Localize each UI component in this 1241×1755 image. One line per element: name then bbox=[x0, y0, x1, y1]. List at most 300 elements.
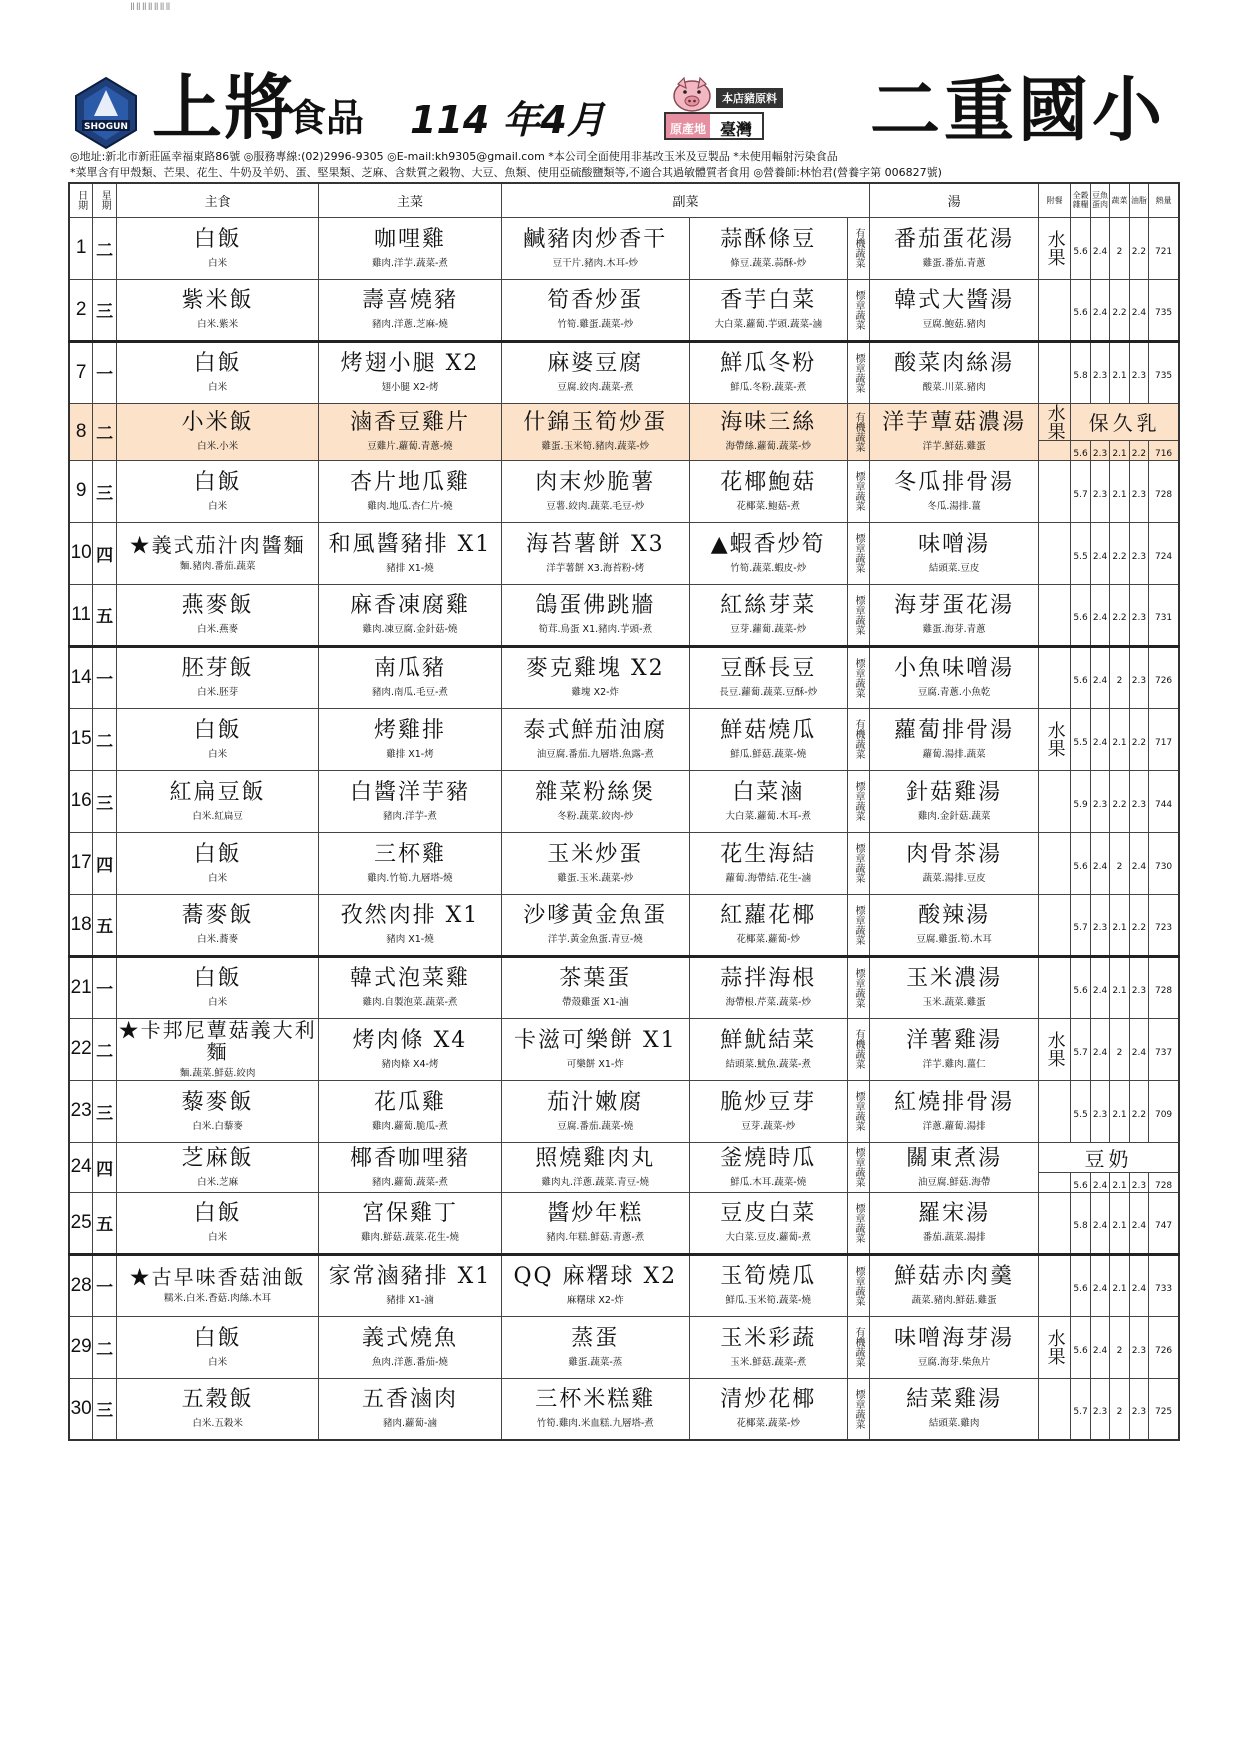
day-number: 25 bbox=[70, 1211, 92, 1233]
side-dish-1-ingredients: 雞蛋.蔬菜-蒸 bbox=[568, 1356, 623, 1368]
day-number: 17 bbox=[70, 852, 92, 873]
nutrition-value: 2.3 bbox=[1131, 676, 1147, 686]
nutrition-value: 2.1 bbox=[1112, 737, 1127, 748]
nutrition-value: 723 bbox=[1154, 923, 1173, 933]
side-dish-1: 筍香炒蛋 bbox=[547, 288, 644, 313]
nutrition-value: 2.2 bbox=[1112, 799, 1127, 810]
nutrition-value: 2.1 bbox=[1112, 489, 1127, 500]
weekday: 四 bbox=[96, 855, 114, 876]
col-kcal: 熱量 bbox=[1149, 183, 1179, 217]
day-number: 2 bbox=[75, 298, 87, 320]
veg-type: 有機蔬菜 bbox=[852, 228, 864, 268]
side-dish-2: 花椰鮑菇 bbox=[720, 469, 817, 495]
soup-ingredients: 豆腐.海芽.柴魚片 bbox=[917, 1356, 991, 1368]
menu-row bbox=[69, 1018, 1179, 1080]
veg-type: 標章蔬菜 bbox=[852, 352, 864, 393]
nutrition-value: 725 bbox=[1154, 1407, 1173, 1418]
main-dish: 白醬洋芋豬 bbox=[349, 779, 470, 805]
main-ingredients: 雞排 X1-烤 bbox=[386, 748, 434, 760]
weekday: 五 bbox=[96, 917, 114, 937]
nutrition-value: 2.4 bbox=[1092, 308, 1108, 318]
side-dish-1: 海苔薯餅 X3 bbox=[525, 531, 665, 557]
veg-type: 標章蔬菜 bbox=[852, 471, 864, 511]
nutrition-value: 5.8 bbox=[1073, 371, 1088, 381]
side-dish-1-ingredients: 竹筍.雞肉.米血糕.九層塔-煮 bbox=[536, 1418, 654, 1430]
menu-row bbox=[69, 1080, 1179, 1142]
nutrition-value: 2 bbox=[1116, 1407, 1123, 1418]
main-dish: 義式燒魚 bbox=[361, 1325, 458, 1351]
soup: 羅宋湯 bbox=[918, 1201, 991, 1226]
nutrition-value: 2.2 bbox=[1112, 613, 1127, 623]
side-dish-1: 蒸蛋 bbox=[571, 1325, 620, 1351]
side-dish-2: 清炒花椰 bbox=[720, 1387, 817, 1413]
nutrition-value: 5.6 bbox=[1073, 308, 1088, 318]
staple-ingredients: 白米 bbox=[208, 257, 228, 269]
nutrition-value: 5.6 bbox=[1073, 986, 1088, 996]
nutrition-value: 735 bbox=[1154, 371, 1173, 381]
nutrition-value: 5.6 bbox=[1073, 613, 1088, 623]
side-dish-2-ingredients: 鮮瓜.玉米筍.蔬菜-燒 bbox=[725, 1295, 811, 1306]
nutrition-value: 747 bbox=[1154, 1221, 1173, 1231]
side-dish-2: ▲蝦香炒筍 bbox=[710, 531, 826, 557]
weekday: 二 bbox=[96, 1339, 114, 1360]
veg-type: 標章蔬菜 bbox=[852, 289, 864, 330]
staple-ingredients: 麵.豬肉.番茄.蔬菜 bbox=[179, 560, 256, 572]
nutrition-value: 2.4 bbox=[1131, 1047, 1147, 1058]
staple-dish: 藜麥飯 bbox=[181, 1089, 254, 1115]
nutrition-value: 2 bbox=[1116, 861, 1123, 872]
soup-ingredients: 雞蛋.海芽.青蔥 bbox=[922, 624, 986, 635]
menu-row bbox=[69, 1378, 1179, 1440]
side-dish-1-ingredients: 竹筍.雞蛋.蔬菜-炒 bbox=[557, 319, 634, 330]
nutrition-value: 5.7 bbox=[1073, 1407, 1088, 1418]
nutrition-value: 2.1 bbox=[1112, 986, 1127, 996]
weekday: 三 bbox=[96, 793, 114, 814]
weekday: 五 bbox=[96, 607, 114, 627]
nutrition-value: 2 bbox=[1116, 676, 1123, 686]
nutrition-value: 5.6 bbox=[1073, 246, 1088, 257]
side-dish-1-ingredients: 雞蛋.玉米.蔬菜-炒 bbox=[557, 872, 634, 884]
veg-type: 有機蔬菜 bbox=[852, 1327, 864, 1367]
weekday: 二 bbox=[96, 731, 114, 752]
side-dish-1-ingredients: 洋芋.黃金魚蛋.青豆-燒 bbox=[547, 934, 643, 945]
day-number: 8 bbox=[75, 420, 87, 442]
extra-drink: 保久乳 bbox=[1088, 411, 1161, 435]
day-number: 29 bbox=[70, 1336, 92, 1357]
side-dish-2: 紅絲芽菜 bbox=[720, 593, 817, 618]
menu-row bbox=[69, 646, 1179, 708]
nutrition-value: 2.3 bbox=[1092, 371, 1108, 381]
extra-item: 水果 bbox=[1044, 1031, 1066, 1067]
nutrition-value: 2.3 bbox=[1131, 371, 1147, 381]
main-ingredients: 豬肉.蘿蔔-滷 bbox=[382, 1418, 437, 1430]
nutrition-value: 2.4 bbox=[1131, 861, 1147, 872]
soup: 酸菜肉絲湯 bbox=[894, 351, 1015, 376]
nutrition-value: 2.2 bbox=[1131, 448, 1147, 459]
extra-item: 水果 bbox=[1044, 230, 1066, 266]
side-dish-2: 脆炒豆芽 bbox=[720, 1089, 817, 1115]
staple-ingredients: 白米.芝麻 bbox=[197, 1176, 239, 1188]
menu-row bbox=[69, 584, 1179, 646]
main-ingredients: 雞肉.洋芋.蔬菜-煮 bbox=[371, 257, 448, 269]
side-dish-2-ingredients: 豆芽.蔬菜-炒 bbox=[741, 1120, 796, 1132]
pig-icon bbox=[670, 74, 714, 114]
origin-value: 臺灣 bbox=[710, 114, 762, 138]
nutrition-value: 2.2 bbox=[1131, 246, 1147, 257]
extra-item: 水果 bbox=[1044, 403, 1066, 440]
soup-ingredients: 蔬菜.豬肉.鮮菇.雞蛋 bbox=[911, 1295, 997, 1306]
main-ingredients: 雞肉.蘿蔔.脆瓜-煮 bbox=[371, 1120, 448, 1132]
nutrition-value: 2.4 bbox=[1092, 1221, 1108, 1231]
side-dish-1-ingredients: 冬粉.蔬菜.絞肉-炒 bbox=[557, 810, 634, 822]
nutrition-value: 2.2 bbox=[1131, 737, 1147, 748]
side-dish-2-ingredients: 大白菜.蘿蔔.芋頭.蔬菜-滷 bbox=[714, 319, 822, 330]
nutrition-value: 2.4 bbox=[1131, 1284, 1147, 1294]
nutrition-value: 728 bbox=[1154, 986, 1173, 996]
soup-ingredients: 冬瓜.湯排.薑 bbox=[927, 500, 981, 512]
soup-ingredients: 結頭菜.雞肉 bbox=[928, 1418, 980, 1430]
main-dish: 花瓜雞 bbox=[373, 1089, 446, 1115]
col-grain: 全穀雜糧 bbox=[1071, 183, 1090, 217]
main-ingredients: 豬肉.蘿蔔.蔬菜-煮 bbox=[371, 1176, 448, 1188]
side-dish-1: 鹹豬肉炒香干 bbox=[523, 226, 668, 252]
staple-dish: ★義式茄汁肉醬麵 bbox=[129, 532, 306, 557]
staple-ingredients: 白米 bbox=[208, 500, 228, 512]
menu-row bbox=[69, 522, 1179, 584]
weekday: 三 bbox=[96, 1401, 114, 1422]
side-dish-1-ingredients: 筍茸.鳥蛋 X1.豬肉.芋頭-煮 bbox=[538, 624, 653, 635]
main-ingredients: 豬排 X1-燒 bbox=[386, 562, 434, 574]
staple-dish: 燕麥飯 bbox=[181, 593, 254, 618]
day-number: 28 bbox=[70, 1274, 92, 1296]
nutrition-value: 5.7 bbox=[1073, 923, 1088, 933]
shogun-logo-icon bbox=[74, 76, 138, 150]
col-side: 副菜 bbox=[501, 183, 870, 217]
soup-ingredients: 豆腐.雞蛋.筍.木耳 bbox=[916, 934, 992, 945]
side-dish-1: 照燒雞肉丸 bbox=[535, 1145, 656, 1171]
nutrition-value: 2.3 bbox=[1092, 489, 1108, 500]
soup: 冬瓜排骨湯 bbox=[894, 469, 1015, 495]
veg-type: 有機蔬菜 bbox=[852, 411, 864, 452]
side-dish-1-ingredients: 豬肉.年糕.鮮菇.青蔥-煮 bbox=[546, 1232, 645, 1243]
weekday: 一 bbox=[96, 980, 114, 1000]
soup: 酸辣湯 bbox=[918, 903, 991, 928]
side-dish-2: 鮮菇燒瓜 bbox=[720, 717, 817, 743]
soup: 味噌湯 bbox=[918, 531, 991, 557]
nutrition-value: 731 bbox=[1154, 613, 1173, 623]
staple-ingredients: 糯米.白米.香菇.肉絲.木耳 bbox=[164, 1293, 272, 1304]
day-number: 30 bbox=[70, 1397, 92, 1419]
nutrition-value: 2.3 bbox=[1131, 613, 1147, 623]
side-dish-2: 紅蘿花椰 bbox=[720, 903, 817, 928]
weekday: 二 bbox=[96, 240, 114, 261]
side-dish-1-ingredients: 油豆腐.番茄.九層塔.魚露-煮 bbox=[536, 748, 654, 760]
main-dish: 韓式泡菜雞 bbox=[349, 966, 470, 991]
staple-ingredients: 白米 bbox=[208, 748, 228, 760]
nutrition-value: 2.2 bbox=[1131, 923, 1147, 933]
origin-label bbox=[664, 74, 814, 144]
staple-ingredients: 白米.胚芽 bbox=[197, 687, 239, 698]
main-ingredients: 雞肉.竹筍.九層塔-燒 bbox=[367, 872, 453, 884]
soup: 肉骨茶湯 bbox=[906, 841, 1003, 867]
side-dish-2-ingredients: 大白菜.蘿蔔.木耳-煮 bbox=[725, 810, 811, 822]
nutrition-value: 2.4 bbox=[1131, 1221, 1147, 1231]
menu-row bbox=[69, 708, 1179, 770]
side-dish-2: 玉米彩蔬 bbox=[720, 1325, 817, 1351]
company-info: ◎地址:新北市新莊區幸福東路86號 ◎服務專線:(02)2996-9305 ◎E-mail:kh9305@gmail.com *本公司全面使用非基改玉米及豆製品 *未使用輻射污染食品 bbox=[70, 150, 838, 163]
veg-type: 標章蔬菜 bbox=[852, 1147, 864, 1187]
side-dish-1: 肉末炒脆薯 bbox=[535, 469, 656, 495]
veg-type: 標章蔬菜 bbox=[852, 594, 864, 635]
soup-ingredients: 雞肉.金針菇.蔬菜 bbox=[917, 810, 991, 822]
nutrition-value: 728 bbox=[1154, 1180, 1173, 1191]
staple-dish: 白飯 bbox=[193, 841, 242, 867]
nutrition-value: 2.4 bbox=[1092, 737, 1108, 748]
day-number: 9 bbox=[75, 480, 87, 501]
nutrition-value: 2.1 bbox=[1112, 1284, 1127, 1294]
side-dish-1: 泰式鮮茄油腐 bbox=[523, 717, 668, 743]
staple-dish: 白飯 bbox=[193, 1325, 242, 1351]
side-dish-1: 麥克雞塊 X2 bbox=[525, 656, 665, 681]
staple-dish: 白飯 bbox=[193, 351, 242, 376]
nutrition-value: 726 bbox=[1154, 676, 1173, 686]
side-dish-2: 豆皮白菜 bbox=[720, 1201, 817, 1226]
side-dish-1-ingredients: 洋芋薯餅 X3.海苔粉-烤 bbox=[546, 562, 645, 574]
soup: 海芽蛋花湯 bbox=[894, 593, 1015, 618]
soup-ingredients: 蘿蔔.湯排.蔬菜 bbox=[922, 748, 986, 760]
allergen-notice: *菜單含有甲殼類、芒果、花生、牛奶及羊奶、蛋、堅果類、芝麻、含麩質之穀物、大豆、魚類、使用亞硫酸鹽類等,不適合其過敏體質者食用 ◎營養師:林怡君(營養字第 006827號) bbox=[70, 166, 942, 179]
staple-ingredients: 白米 bbox=[208, 1232, 228, 1243]
side-dish-1-ingredients: 帶殼雞蛋 X1-滷 bbox=[562, 997, 629, 1008]
staple-ingredients: 白米.五穀米 bbox=[192, 1418, 243, 1430]
brand-name: 上將 bbox=[152, 67, 296, 149]
side-dish-1: 醬炒年糕 bbox=[547, 1201, 644, 1226]
nutrition-value: 2.1 bbox=[1112, 1180, 1127, 1191]
side-dish-1-ingredients: 豆薯.絞肉.蔬菜.毛豆-炒 bbox=[546, 500, 645, 512]
col-veg: 蔬菜 bbox=[1110, 183, 1129, 217]
main-dish: 烤肉條 X4 bbox=[352, 1027, 468, 1053]
nutrition-value: 2.3 bbox=[1092, 1109, 1108, 1120]
nutrition-value: 2.1 bbox=[1112, 448, 1127, 459]
side-dish-2-ingredients: 花椰菜.蔬菜-炒 bbox=[736, 1418, 800, 1430]
scan-marks: ⅡⅡⅡⅡⅡⅡⅡ bbox=[130, 2, 172, 13]
veg-type: 標章蔬菜 bbox=[852, 533, 864, 573]
nutrition-value: 2.2 bbox=[1112, 308, 1127, 318]
veg-type: 標章蔬菜 bbox=[852, 1202, 864, 1243]
nutrition-value: 5.8 bbox=[1073, 1221, 1088, 1231]
menu-period: 114 年4月 bbox=[410, 98, 605, 142]
main-ingredients: 豬肉.南瓜.毛豆-煮 bbox=[371, 687, 448, 698]
soup: 番茄蛋花湯 bbox=[894, 226, 1015, 252]
menu-row bbox=[69, 956, 1179, 1018]
menu-row bbox=[69, 770, 1179, 832]
main-ingredients: 豬肉.洋蔥.芝麻-燒 bbox=[371, 319, 448, 330]
main-ingredients: 雞肉.地瓜.杏仁片-燒 bbox=[367, 500, 453, 512]
side-dish-1-ingredients: 可樂餅 X1-炸 bbox=[566, 1058, 624, 1070]
weekday: 一 bbox=[96, 1278, 114, 1298]
veg-type: 標章蔬菜 bbox=[852, 1091, 864, 1131]
side-dish-2: 蒜拌海根 bbox=[720, 966, 817, 991]
soup-ingredients: 玉米.蔬菜.雞蛋 bbox=[922, 997, 986, 1008]
main-dish: 杏片地瓜雞 bbox=[349, 469, 470, 495]
main-ingredients: 翅小腿 X2-烤 bbox=[381, 382, 439, 393]
col-staple: 主食 bbox=[117, 183, 319, 217]
nutrition-value: 2.3 bbox=[1092, 448, 1108, 459]
weekday: 三 bbox=[96, 483, 114, 504]
staple-dish: ★古早味香菇油飯 bbox=[129, 1265, 306, 1289]
staple-dish: 五穀飯 bbox=[181, 1387, 254, 1413]
main-dish: 椰香咖哩豬 bbox=[349, 1145, 470, 1171]
side-dish-2: 花生海結 bbox=[720, 841, 817, 867]
nutrition-value: 2 bbox=[1116, 1047, 1123, 1058]
main-ingredients: 魚肉.洋蔥.番茄-燒 bbox=[371, 1356, 448, 1368]
staple-dish: 胚芽飯 bbox=[181, 656, 254, 681]
main-dish: 家常滷豬排 X1 bbox=[328, 1264, 492, 1289]
main-ingredients: 雞肉.自製泡菜.蔬菜-煮 bbox=[362, 997, 458, 1008]
side-dish-2: 豆酥長豆 bbox=[720, 656, 817, 681]
staple-dish: 蕎麥飯 bbox=[181, 903, 254, 928]
day-number: 21 bbox=[70, 976, 92, 998]
staple-dish: 白飯 bbox=[193, 717, 242, 743]
side-dish-2: 海味三絲 bbox=[720, 410, 817, 435]
side-dish-2-ingredients: 蘿蔔.海帶結.花生-滷 bbox=[725, 872, 811, 884]
nutrition-value: 2.3 bbox=[1131, 551, 1147, 562]
side-dish-2-ingredients: 花椰菜.蘿蔔-炒 bbox=[736, 934, 800, 945]
soup: 蘿蔔排骨湯 bbox=[894, 717, 1015, 743]
col-day: 日期 bbox=[69, 183, 93, 217]
soup-ingredients: 豆腐.鮑菇.豬肉 bbox=[922, 319, 986, 330]
side-dish-1: 鴿蛋佛跳牆 bbox=[535, 593, 656, 618]
staple-dish: 白飯 bbox=[193, 966, 242, 991]
side-dish-2: 釜燒時瓜 bbox=[720, 1145, 817, 1171]
main-dish: 烤雞排 bbox=[373, 717, 446, 743]
nutrition-value: 735 bbox=[1154, 308, 1173, 318]
staple-dish: 紅扁豆飯 bbox=[169, 779, 266, 805]
staple-ingredients: 白米.紫米 bbox=[197, 319, 239, 330]
staple-ingredients: 白米.白藜麥 bbox=[192, 1120, 243, 1132]
nutrition-value: 5.6 bbox=[1073, 448, 1088, 459]
side-dish-2-ingredients: 結頭菜.魷魚.蔬菜-煮 bbox=[725, 1058, 811, 1070]
nutrition-value: 2.3 bbox=[1092, 923, 1108, 933]
day-number: 23 bbox=[70, 1100, 92, 1121]
main-dish: 滷香豆雞片 bbox=[349, 410, 470, 435]
side-dish-2: 鮮魷結菜 bbox=[720, 1027, 817, 1053]
nutrition-value: 733 bbox=[1154, 1284, 1173, 1294]
day-number: 24 bbox=[70, 1156, 92, 1177]
nutrition-value: 2.1 bbox=[1112, 1221, 1127, 1231]
side-dish-1: 雜菜粉絲煲 bbox=[535, 779, 656, 805]
staple-ingredients: 白米.紅扁豆 bbox=[192, 810, 243, 822]
nutrition-value: 730 bbox=[1154, 861, 1173, 872]
menu-body bbox=[69, 217, 1179, 1440]
side-dish-1: 沙嗲黃金魚蛋 bbox=[523, 903, 668, 928]
menu-row bbox=[69, 460, 1179, 522]
side-dish-2: 香芋白菜 bbox=[720, 288, 817, 313]
main-dish: 麻香凍腐雞 bbox=[349, 593, 470, 618]
svg-text:SHOGUN: SHOGUN bbox=[84, 122, 128, 132]
veg-type: 標章蔬菜 bbox=[852, 781, 864, 821]
nutrition-value: 728 bbox=[1154, 489, 1173, 500]
veg-type: 標章蔬菜 bbox=[852, 843, 864, 883]
nutrition-value: 2.4 bbox=[1092, 1345, 1108, 1356]
side-dish-1-ingredients: 豆干片.豬肉.木耳-炒 bbox=[552, 257, 639, 269]
menu-row bbox=[69, 1192, 1179, 1254]
main-dish: 咖哩雞 bbox=[373, 226, 446, 252]
main-dish: 和風醬豬排 X1 bbox=[328, 531, 492, 557]
side-dish-1: 卡滋可樂餅 X1 bbox=[513, 1027, 677, 1053]
nutrition-value: 2.3 bbox=[1131, 1180, 1147, 1191]
nutrition-value: 5.5 bbox=[1073, 737, 1088, 748]
side-dish-1: 麻婆豆腐 bbox=[547, 351, 644, 376]
soup-ingredients: 洋芋.雞肉.薑仁 bbox=[922, 1058, 986, 1070]
soup-ingredients: 酸菜.川菜.豬肉 bbox=[922, 382, 986, 393]
nutrition-value: 2.3 bbox=[1092, 799, 1108, 810]
menu-row bbox=[69, 1316, 1179, 1378]
staple-ingredients: 白米.小米 bbox=[197, 441, 239, 452]
weekday: 三 bbox=[96, 302, 114, 322]
soup-ingredients: 洋蔥.蘿蔔.湯排 bbox=[922, 1120, 986, 1132]
side-dish-2: 鮮瓜冬粉 bbox=[720, 351, 817, 376]
main-dish: 孜然肉排 X1 bbox=[340, 903, 480, 928]
col-soup: 湯 bbox=[870, 183, 1039, 217]
nutrition-value: 744 bbox=[1154, 799, 1173, 810]
nutrition-value: 5.5 bbox=[1073, 551, 1088, 562]
side-dish-2-ingredients: 豆芽.蘿蔔.蔬菜-炒 bbox=[730, 624, 807, 635]
menu-row bbox=[69, 403, 1179, 440]
nutrition-value: 2.1 bbox=[1112, 923, 1127, 933]
side-dish-1-ingredients: 豆腐.絞肉.蔬菜-煮 bbox=[557, 382, 634, 393]
day-number: 18 bbox=[70, 913, 92, 935]
nutrition-value: 2.4 bbox=[1092, 1047, 1108, 1058]
day-number: 16 bbox=[70, 790, 92, 811]
staple-dish: 小米飯 bbox=[181, 410, 254, 435]
main-ingredients: 雞肉.凍豆腐.金針菇-燒 bbox=[362, 624, 458, 635]
nutrition-value: 5.6 bbox=[1073, 1284, 1088, 1294]
soup: 鮮菇赤肉羹 bbox=[894, 1264, 1015, 1289]
nutrition-value: 2.1 bbox=[1112, 1109, 1127, 1120]
day-number: 10 bbox=[70, 542, 92, 563]
soup-ingredients: 蔬菜.湯排.豆皮 bbox=[922, 872, 986, 884]
nutrition-value: 2.3 bbox=[1131, 799, 1147, 810]
staple-dish: ★卡邦尼蕈菇義大利麵 bbox=[118, 1018, 317, 1064]
nutrition-value: 2.4 bbox=[1092, 1180, 1108, 1191]
side-dish-2: 白菜滷 bbox=[732, 779, 805, 805]
veg-type: 有機蔬菜 bbox=[852, 719, 864, 759]
staple-dish: 白飯 bbox=[193, 1201, 242, 1226]
side-dish-2: 玉筍燒瓜 bbox=[720, 1264, 817, 1289]
nutrition-value: 2.4 bbox=[1092, 986, 1108, 996]
soup-ingredients: 豆腐.青蔥.小魚乾 bbox=[917, 687, 991, 698]
nutrition-value: 2.4 bbox=[1092, 1284, 1108, 1294]
side-dish-2-ingredients: 玉米.鮮菇.蔬菜-煮 bbox=[730, 1356, 807, 1368]
main-ingredients: 豬肉 X1-燒 bbox=[386, 934, 434, 945]
main-ingredients: 豬排 X1-滷 bbox=[386, 1295, 434, 1306]
main-ingredients: 豆雞片.蘿蔔.青蔥-燒 bbox=[367, 441, 453, 452]
staple-ingredients: 白米.燕麥 bbox=[197, 624, 239, 635]
side-dish-2-ingredients: 長豆.蘿蔔.蔬菜.豆酥-炒 bbox=[719, 687, 818, 698]
day-number: 1 bbox=[75, 237, 87, 258]
soup-ingredients: 油豆腐.鮮菇.海帶 bbox=[917, 1176, 991, 1188]
soup: 洋芋蕈菇濃湯 bbox=[882, 410, 1027, 435]
staple-ingredients: 白米 bbox=[208, 382, 228, 393]
side-dish-1: QQ 麻糬球 X2 bbox=[513, 1264, 678, 1289]
main-dish: 烤翅小腿 X2 bbox=[340, 351, 480, 376]
nutrition-value: 724 bbox=[1154, 551, 1173, 562]
side-dish-1: 茶葉蛋 bbox=[559, 966, 632, 991]
nutrition-value: 2 bbox=[1116, 1345, 1123, 1356]
nutrition-value: 5.6 bbox=[1073, 861, 1088, 872]
side-dish-2-ingredients: 海帶根.芹菜.蔬菜-炒 bbox=[725, 997, 811, 1008]
